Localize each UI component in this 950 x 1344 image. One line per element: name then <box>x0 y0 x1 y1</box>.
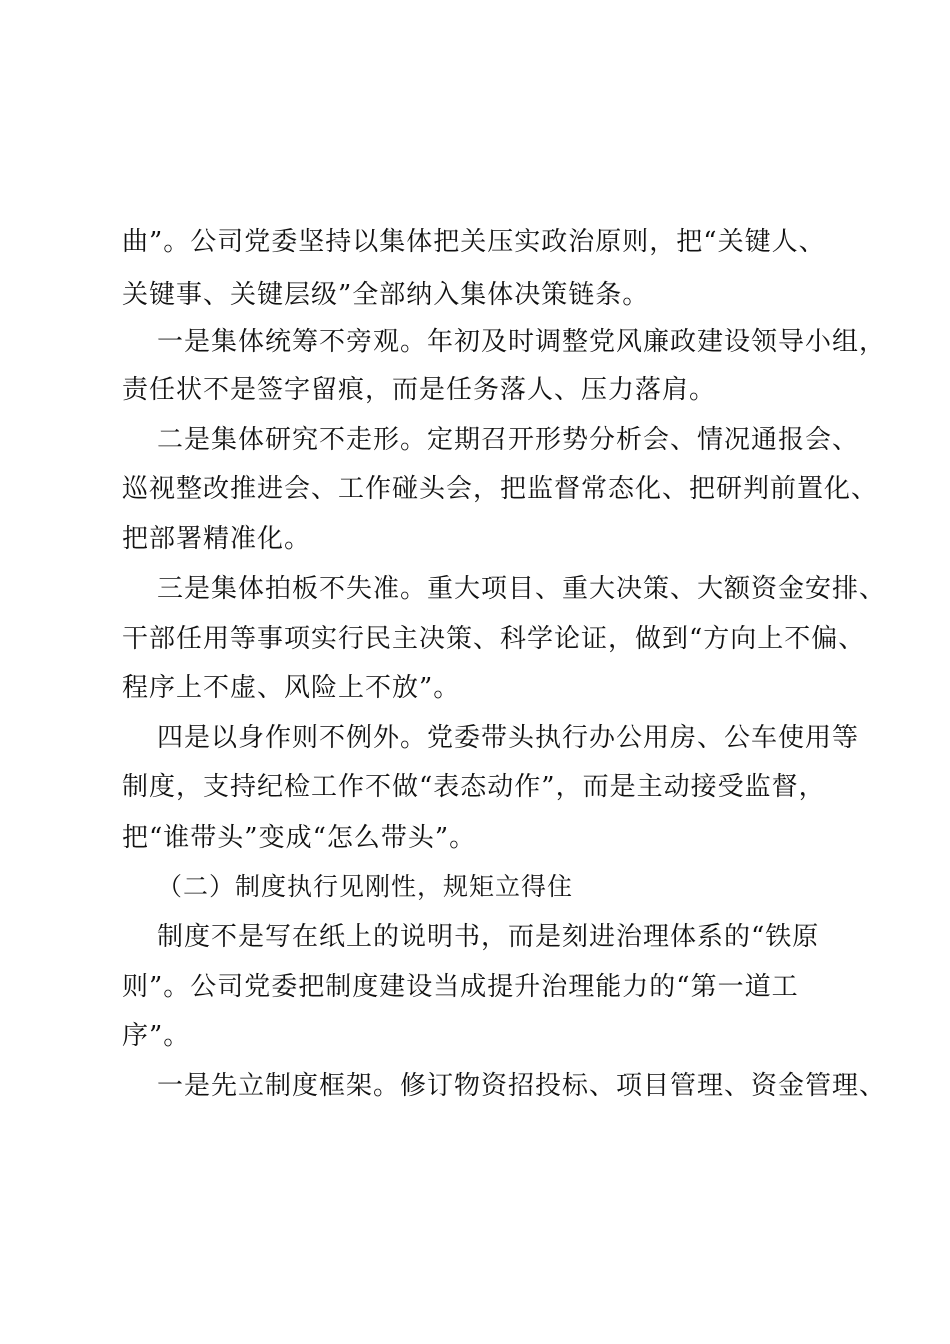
paragraph-line: 制度，支持纪检工作不做“表态动作”，而是主动接受监督， <box>122 772 826 802</box>
paragraph-line: 把部署精准化。 <box>122 524 312 554</box>
paragraph-line: 制度不是写在纸上的说明书，而是刻进治理体系的“铁原 <box>157 922 820 952</box>
paragraph-line: 一是集体统筹不旁观。年初及时调整党风廉政建设领导小组， <box>157 327 887 357</box>
paragraph-line: 程序上不虚、风险上不放”。 <box>122 673 461 703</box>
paragraph-line: 巡视整改推进会、工作碰头会，把监督常态化、把研判前置化、 <box>122 474 879 504</box>
paragraph-line: 四是以身作则不例外。党委带头执行办公用房、公车使用等 <box>157 723 860 753</box>
paragraph-line: 曲”。公司党委坚持以集体把关压实政治原则，把“关键人、 <box>122 227 826 257</box>
section-heading: （二）制度执行见刚性，规矩立得住 <box>157 872 574 901</box>
paragraph-line: 三是集体拍板不失准。重大项目、重大决策、大额资金安排、 <box>157 574 887 604</box>
paragraph-line: 干部任用等事项实行民主决策、科学论证，做到“方向上不偏、 <box>122 624 866 654</box>
paragraph-line: 把“谁带头”变成“怎么带头”。 <box>122 823 477 853</box>
paragraph-line: 则”。公司党委把制度建设当成提升治理能力的“第一道工 <box>122 972 799 1002</box>
paragraph-line: 二是集体研究不走形。定期召开形势分析会、情况通报会、 <box>157 425 860 455</box>
paragraph-line: 关键事、关键层级”全部纳入集体决策链条。 <box>122 280 650 310</box>
paragraph-line: 一是先立制度框架。修订物资招投标、项目管理、资金管理、 <box>157 1071 887 1101</box>
paragraph-line: 责任状不是签字留痕，而是任务落人、压力落肩。 <box>122 375 717 405</box>
paragraph-line: 序”。 <box>122 1021 191 1051</box>
